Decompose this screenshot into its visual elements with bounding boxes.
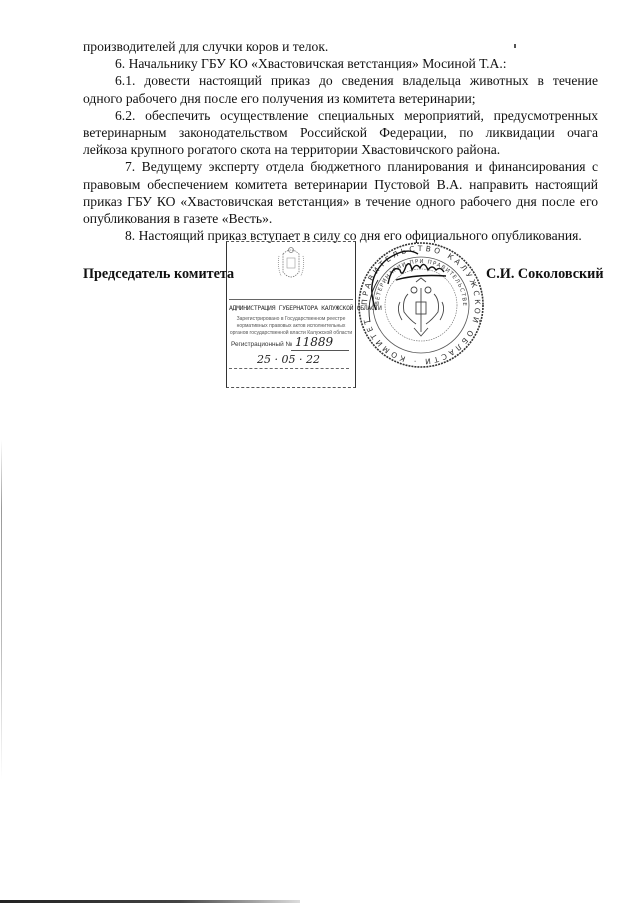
stamp-reg-number: 11889 — [295, 335, 334, 349]
paragraph-7-line-2: правовым обеспечением комитета ветеринарии Пустовой В.А. направить настоящий — [83, 176, 598, 192]
stamp-underline — [291, 350, 349, 351]
signatory-position: Председатель комитета — [83, 266, 235, 282]
stamp-title: АДМИНИСТРАЦИЯ ГУБЕРНАТОРА КАЛУЖСКОЙ ОБЛАСТИ — [229, 299, 353, 312]
stamp-subtitle: Зарегистрировано в Государственном реестре нормативных правовых актов исполнительных органов государственной власти Калужской области — [229, 316, 353, 336]
paragraph-7-line-1: 7. Ведущему эксперту отдела бюджетного планирования и финансирования с — [125, 159, 598, 175]
coat-of-arms-icon — [277, 246, 305, 284]
scan-edge — [1, 440, 2, 780]
paragraph-6-2-line-1: 6.2. обеспечить осуществление специальных мероприятий, предусмотренных — [115, 107, 598, 123]
seal-inner-text: ВЕТЕРИНАРИИ ПРИ ПРАВИТЕЛЬСТВЕ — [374, 258, 468, 307]
paragraph-6-2-line-2: ветеринарным законодательством Российской Федерации, по ликвидации очага — [83, 124, 598, 140]
official-seal — [356, 240, 486, 370]
double-headed-eagle-icon — [398, 278, 443, 336]
paragraph-6-1-line-2: одного рабочего дня после его получения из комитета ветеринарии; — [83, 90, 476, 106]
paragraph-6: 6. Начальнику ГБУ КО «Хвастовичская ветстанция» Мосиной Т.А.: — [115, 56, 507, 72]
stamp-date: 25 · 05 · 22 — [257, 353, 320, 366]
scan-edge — [0, 900, 300, 903]
paragraph-6-1-line-1: 6.1. довести настоящий приказ до сведения владельца животных в течение — [115, 73, 598, 89]
paragraph-7-line-3: приказ ГБУ КО «Хвастовичская ветстанция» в течение одного рабочего дня после его — [83, 193, 598, 209]
stamp-reg-label: Регистрационный № — [231, 341, 293, 348]
signatory-name: С.И. Соколовский — [486, 266, 604, 282]
registration-stamp — [226, 241, 382, 388]
document-body — [83, 38, 598, 244]
paragraph-6-2-line-3: лейкоза крупного рогатого скота на территории Хвастовичского района. — [83, 142, 501, 158]
paragraph-7-line-4: опубликования в газете «Весть». — [83, 210, 273, 226]
paragraph-8: 8. Настоящий приказ вступает в силу со дня его официального опубликования. — [125, 228, 582, 244]
paragraph-continuation: производителей для случки коров и телок. — [83, 39, 329, 54]
stamp-underline — [229, 368, 349, 369]
seal-outer-text: ПРАВИТЕЛЬСТВО КАЛУЖСКОЙ ОБЛАСТИ · КОМИТЕТ — [359, 243, 483, 367]
